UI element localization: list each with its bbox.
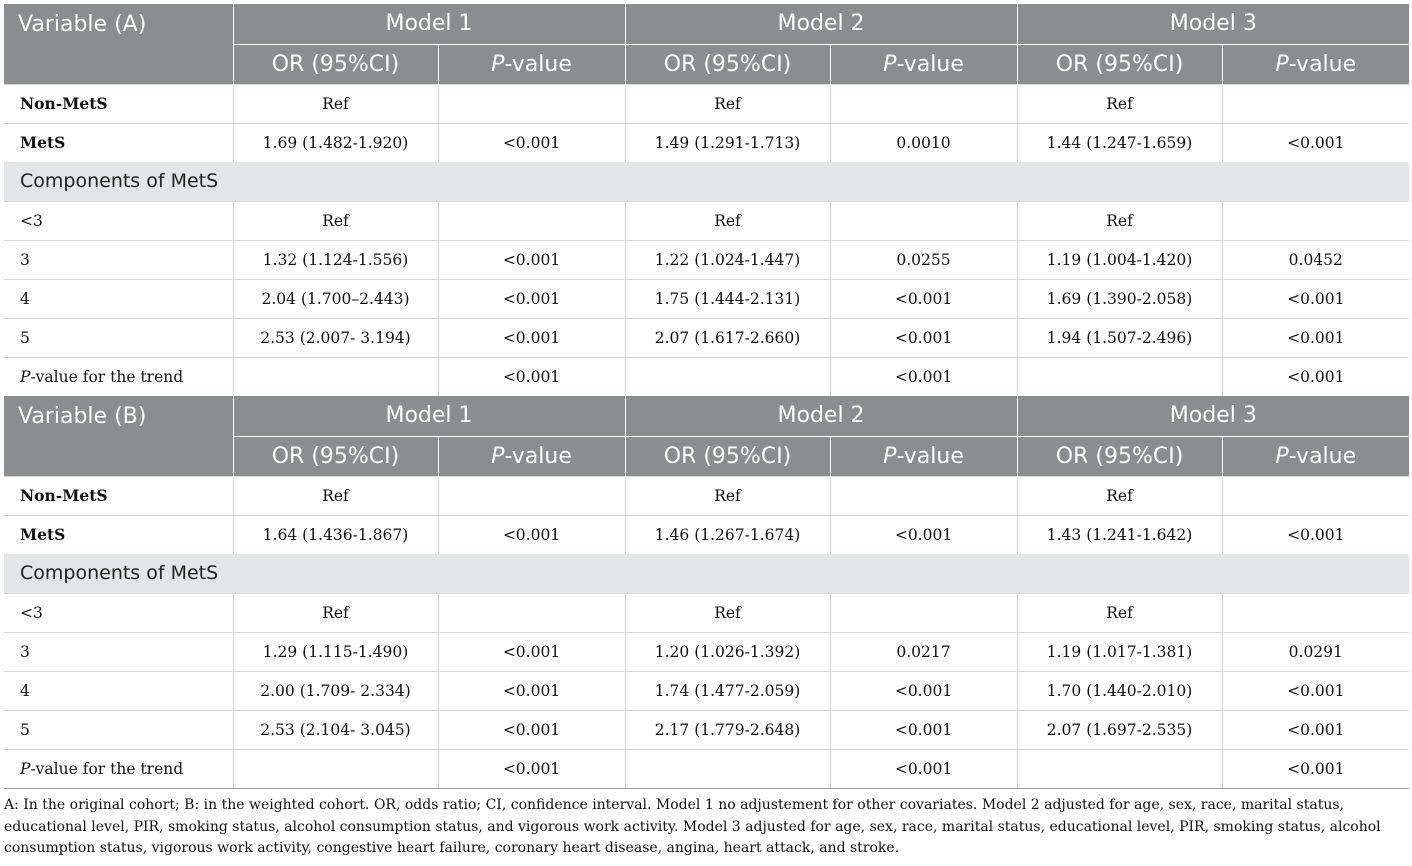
header-row-models <box>4 4 1409 44</box>
p-value: <0.001 <box>438 515 625 554</box>
section-label: Components of MetS <box>4 554 1409 593</box>
p-value: <0.001 <box>1222 749 1409 788</box>
p-value <box>1222 84 1409 123</box>
p-value-header <box>438 436 625 476</box>
table-row <box>4 593 1409 632</box>
row-label: MetS <box>4 123 233 162</box>
or-value: Ref <box>1017 84 1222 123</box>
table-body <box>4 4 1409 788</box>
trend-label-suffix: -value for the trend <box>30 759 184 778</box>
trend-label-suffix: -value for the trend <box>30 367 184 386</box>
or-value: Ref <box>1017 593 1222 632</box>
trend-row <box>4 357 1409 396</box>
table-row <box>4 279 1409 318</box>
p-letter: P <box>20 759 31 778</box>
blank-header-cell <box>4 44 233 84</box>
model-header: Model 3 <box>1017 396 1409 436</box>
row-label: 3 <box>4 632 233 671</box>
p-value: 0.0255 <box>830 240 1017 279</box>
p-value <box>830 593 1017 632</box>
p-value: <0.001 <box>830 749 1017 788</box>
row-label: 5 <box>4 318 233 357</box>
or-value: Ref <box>625 476 830 515</box>
p-value <box>1222 476 1409 515</box>
p-letter: P <box>491 51 505 77</box>
or-value: 1.46 (1.267-1.674) <box>625 515 830 554</box>
or-value <box>233 749 438 788</box>
table-row <box>4 632 1409 671</box>
or-ci-header: OR (95%CI) <box>1017 436 1222 476</box>
p-value: 0.0217 <box>830 632 1017 671</box>
model-header: Model 3 <box>1017 4 1409 44</box>
row-label: Non-MetS <box>4 84 233 123</box>
p-value <box>830 84 1017 123</box>
or-value: 1.64 (1.436-1.867) <box>233 515 438 554</box>
p-value: <0.001 <box>830 710 1017 749</box>
trend-row <box>4 749 1409 788</box>
or-value: 2.07 (1.617-2.660) <box>625 318 830 357</box>
p-value <box>830 476 1017 515</box>
p-value: <0.001 <box>1222 318 1409 357</box>
p-value <box>438 201 625 240</box>
p-value <box>438 84 625 123</box>
or-value: 2.07 (1.697-2.535) <box>1017 710 1222 749</box>
p-value <box>438 476 625 515</box>
or-value: Ref <box>625 593 830 632</box>
or-value: 1.75 (1.444-2.131) <box>625 279 830 318</box>
or-value: Ref <box>233 476 438 515</box>
or-value: Ref <box>625 201 830 240</box>
p-letter: P <box>491 443 505 469</box>
row-label: 3 <box>4 240 233 279</box>
p-value: <0.001 <box>830 357 1017 396</box>
header-row-subheaders <box>4 44 1409 84</box>
p-value <box>1222 201 1409 240</box>
or-ci-header: OR (95%CI) <box>233 436 438 476</box>
p-value: 0.0291 <box>1222 632 1409 671</box>
table-row <box>4 201 1409 240</box>
p-value: <0.001 <box>438 240 625 279</box>
row-label: MetS <box>4 515 233 554</box>
p-value: <0.001 <box>438 318 625 357</box>
p-value <box>438 593 625 632</box>
or-value: 1.49 (1.291-1.713) <box>625 123 830 162</box>
or-ci-header: OR (95%CI) <box>625 44 830 84</box>
p-value: <0.001 <box>1222 123 1409 162</box>
model-header: Model 1 <box>233 4 625 44</box>
variable-header: Variable (B) <box>4 396 233 436</box>
p-letter: P <box>20 367 31 386</box>
table-row <box>4 84 1409 123</box>
table-row <box>4 476 1409 515</box>
or-value: Ref <box>625 84 830 123</box>
or-value: 2.04 (1.700–2.443) <box>233 279 438 318</box>
table-row <box>4 123 1409 162</box>
p-value-header <box>1222 436 1409 476</box>
p-suffix: -value <box>1288 51 1357 77</box>
p-value: <0.001 <box>1222 515 1409 554</box>
variable-header: Variable (A) <box>4 4 233 44</box>
row-label: 4 <box>4 279 233 318</box>
or-value: 1.44 (1.247-1.659) <box>1017 123 1222 162</box>
p-value-header <box>438 44 625 84</box>
p-value: <0.001 <box>438 671 625 710</box>
p-value: <0.001 <box>438 357 625 396</box>
section-row-components <box>4 162 1409 201</box>
table-row <box>4 318 1409 357</box>
header-row-models <box>4 396 1409 436</box>
or-value: 1.32 (1.124-1.556) <box>233 240 438 279</box>
section-label: Components of MetS <box>4 162 1409 201</box>
or-value: Ref <box>233 84 438 123</box>
or-value: Ref <box>1017 201 1222 240</box>
or-value: 2.17 (1.779-2.648) <box>625 710 830 749</box>
or-ci-header: OR (95%CI) <box>1017 44 1222 84</box>
p-value: <0.001 <box>438 749 625 788</box>
or-value: Ref <box>1017 476 1222 515</box>
or-value <box>1017 749 1222 788</box>
table-row <box>4 515 1409 554</box>
table-footnote: A: In the original cohort; B: in the weighted cohort. OR, odds ratio; CI, confidence interval. Model 1 no adjustement for other covariates. Model 2 adjusted for age, sex, race, marital status, educational level, PIR, smoking status, alcohol consumption status, and vigorous work activity. Model 3 adjusted for age, sex, race, marital status, educational level, PIR, smoking status, alcohol consumption status, vigorous work activity, congestive heart failure, coronary heart disease, angina, heart attack, and stroke. <box>4 797 1381 856</box>
or-value: 1.20 (1.026-1.392) <box>625 632 830 671</box>
row-label: 5 <box>4 710 233 749</box>
p-value: 0.0452 <box>1222 240 1409 279</box>
or-value: 1.19 (1.017-1.381) <box>1017 632 1222 671</box>
or-value <box>1017 357 1222 396</box>
p-value-header <box>830 436 1017 476</box>
p-value: <0.001 <box>830 318 1017 357</box>
table-row <box>4 671 1409 710</box>
p-value: <0.001 <box>1222 671 1409 710</box>
p-value <box>830 201 1017 240</box>
or-ci-header: OR (95%CI) <box>625 436 830 476</box>
p-suffix: -value <box>896 51 964 77</box>
or-value: 1.94 (1.507-2.496) <box>1017 318 1222 357</box>
or-value: 1.69 (1.482-1.920) <box>233 123 438 162</box>
p-value: <0.001 <box>830 515 1017 554</box>
p-value-header <box>1222 44 1409 84</box>
p-value: <0.001 <box>438 123 625 162</box>
p-suffix: -value <box>896 443 964 469</box>
or-value: 1.69 (1.390-2.058) <box>1017 279 1222 318</box>
model-header: Model 2 <box>625 396 1017 436</box>
or-value: 2.53 (2.104- 3.045) <box>233 710 438 749</box>
or-value: 1.22 (1.024-1.447) <box>625 240 830 279</box>
table-row <box>4 710 1409 749</box>
or-value <box>625 357 830 396</box>
row-label: <3 <box>4 201 233 240</box>
or-value: 1.43 (1.241-1.642) <box>1017 515 1222 554</box>
p-value: <0.001 <box>438 710 625 749</box>
model-header: Model 1 <box>233 396 625 436</box>
or-value: 1.74 (1.477-2.059) <box>625 671 830 710</box>
p-letter: P <box>883 51 897 77</box>
or-ci-header: OR (95%CI) <box>233 44 438 84</box>
or-value: 1.29 (1.115-1.490) <box>233 632 438 671</box>
or-value <box>625 749 830 788</box>
p-value: <0.001 <box>1222 710 1409 749</box>
row-label: Non-MetS <box>4 476 233 515</box>
or-value: 2.53 (2.007- 3.194) <box>233 318 438 357</box>
p-suffix: -value <box>504 443 572 469</box>
header-row-subheaders <box>4 436 1409 476</box>
odds-ratio-table <box>4 4 1409 789</box>
p-value: 0.0010 <box>830 123 1017 162</box>
or-value: 1.19 (1.004-1.420) <box>1017 240 1222 279</box>
section-row-components <box>4 554 1409 593</box>
p-letter: P <box>1275 51 1289 77</box>
table-row <box>4 240 1409 279</box>
p-value: <0.001 <box>830 279 1017 318</box>
p-value-header <box>830 44 1017 84</box>
row-label <box>4 749 233 788</box>
p-value: <0.001 <box>1222 279 1409 318</box>
or-value: 1.70 (1.440-2.010) <box>1017 671 1222 710</box>
p-suffix: -value <box>1288 443 1357 469</box>
p-suffix: -value <box>504 51 572 77</box>
or-value: 2.00 (1.709- 2.334) <box>233 671 438 710</box>
p-value: <0.001 <box>438 279 625 318</box>
blank-header-cell <box>4 436 233 476</box>
row-label: <3 <box>4 593 233 632</box>
or-value: Ref <box>233 201 438 240</box>
or-value: Ref <box>233 593 438 632</box>
p-letter: P <box>883 443 897 469</box>
p-letter: P <box>1275 443 1289 469</box>
p-value: <0.001 <box>1222 357 1409 396</box>
p-value: <0.001 <box>830 671 1017 710</box>
p-value: <0.001 <box>438 632 625 671</box>
or-value <box>233 357 438 396</box>
model-header: Model 2 <box>625 4 1017 44</box>
p-value <box>1222 593 1409 632</box>
row-label <box>4 357 233 396</box>
row-label: 4 <box>4 671 233 710</box>
